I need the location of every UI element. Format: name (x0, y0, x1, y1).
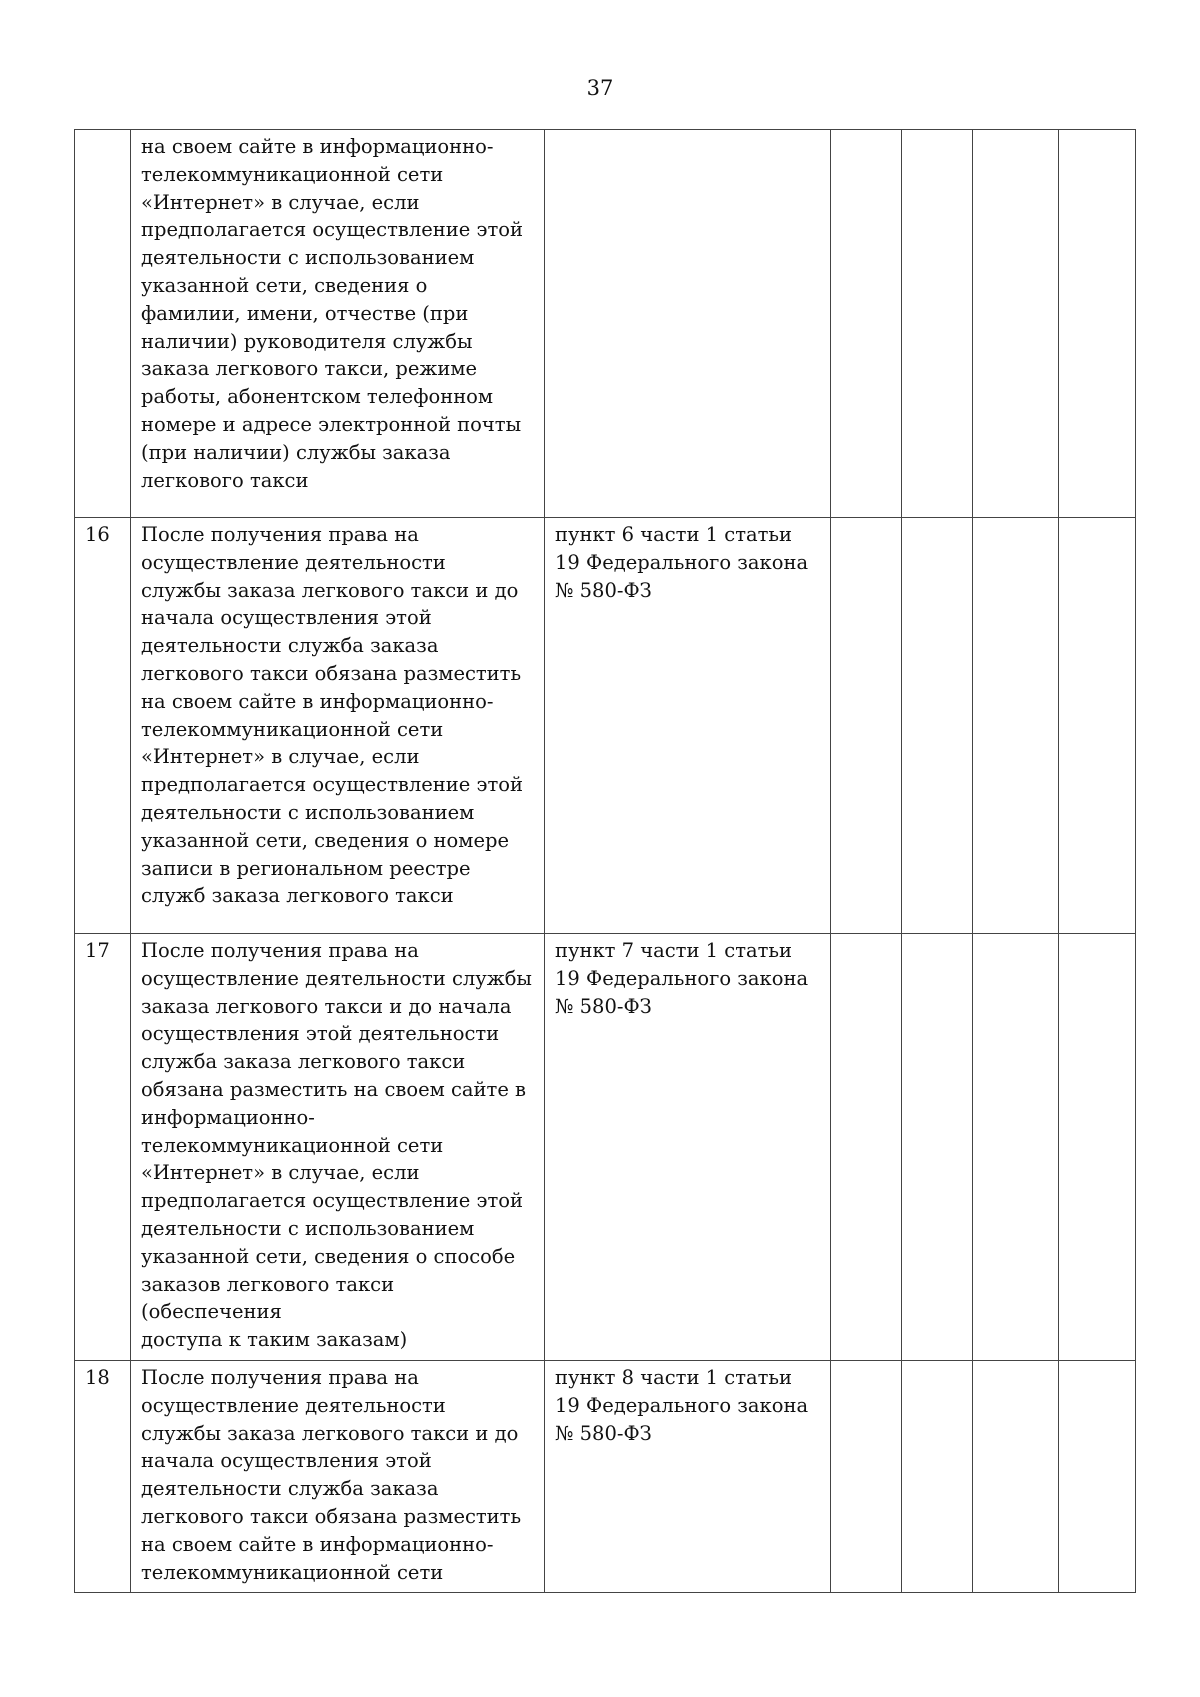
empty-cell (831, 1360, 902, 1592)
empty-cell (831, 934, 902, 1361)
empty-cell (973, 518, 1059, 934)
empty-cell (902, 934, 973, 1361)
empty-cell (973, 934, 1059, 1361)
legal-reference: пункт 6 части 1 статьи 19 Федерального закона № 580-ФЗ (545, 518, 831, 934)
empty-cell (902, 130, 973, 518)
requirements-table (74, 129, 1136, 1593)
table-row (75, 1360, 1136, 1592)
empty-cell (831, 518, 902, 934)
legal-reference (545, 130, 831, 518)
empty-cell (1059, 130, 1136, 518)
row-number (75, 130, 131, 518)
table-row (75, 518, 1136, 934)
empty-cell (1059, 518, 1136, 934)
legal-reference: пункт 7 части 1 статьи 19 Федерального закона № 580-ФЗ (545, 934, 831, 1361)
table-row (75, 934, 1136, 1361)
empty-cell (831, 130, 902, 518)
row-number: 17 (75, 934, 131, 1361)
empty-cell (902, 518, 973, 934)
requirement-text: на своем сайте в информационно- телекоммуникационной сети «Интернет» в случае, если предполагается осуществление этой деятельности с использованием указанной сети, сведения о фамилии, имени, отчестве (при наличии) руководителя службы заказа легкового такси, режиме работы, абонентском телефонном номере и адресе электронной почты (при наличии) службы заказа легкового такси (131, 130, 545, 518)
page-number: 37 (586, 76, 614, 100)
row-number: 18 (75, 1360, 131, 1592)
row-number: 16 (75, 518, 131, 934)
empty-cell (973, 130, 1059, 518)
empty-cell (1059, 934, 1136, 1361)
empty-cell (973, 1360, 1059, 1592)
requirement-text: После получения права на осуществление деятельности службы заказа легкового такси и до начала осуществления этой деятельности служба заказа легкового такси обязана разместить на своем сайте в информационно- телекоммуникационной сети «Интернет» в случае, если предполагается осуществление этой деятельности с использованием указанной сети, сведения о способе заказов легкового такси (обеспечения доступа к таким заказам) (131, 934, 545, 1361)
legal-reference: пункт 8 части 1 статьи 19 Федерального закона № 580-ФЗ (545, 1360, 831, 1592)
requirement-text: После получения права на осуществление деятельности службы заказа легкового такси и до начала осуществления этой деятельности служба заказа легкового такси обязана разместить на своем сайте в информационно- телекоммуникационной сети «Интернет» в случае, если предполагается осуществление этой деятельности с использованием указанной сети, сведения о номере записи в региональном реестре служб заказа легкового такси (131, 518, 545, 934)
empty-cell (1059, 1360, 1136, 1592)
table-row (75, 130, 1136, 518)
requirement-text: После получения права на осуществление деятельности службы заказа легкового такси и до начала осуществления этой деятельности служба заказа легкового такси обязана разместить на своем сайте в информационно- телекоммуникационной сети (131, 1360, 545, 1592)
empty-cell (902, 1360, 973, 1592)
